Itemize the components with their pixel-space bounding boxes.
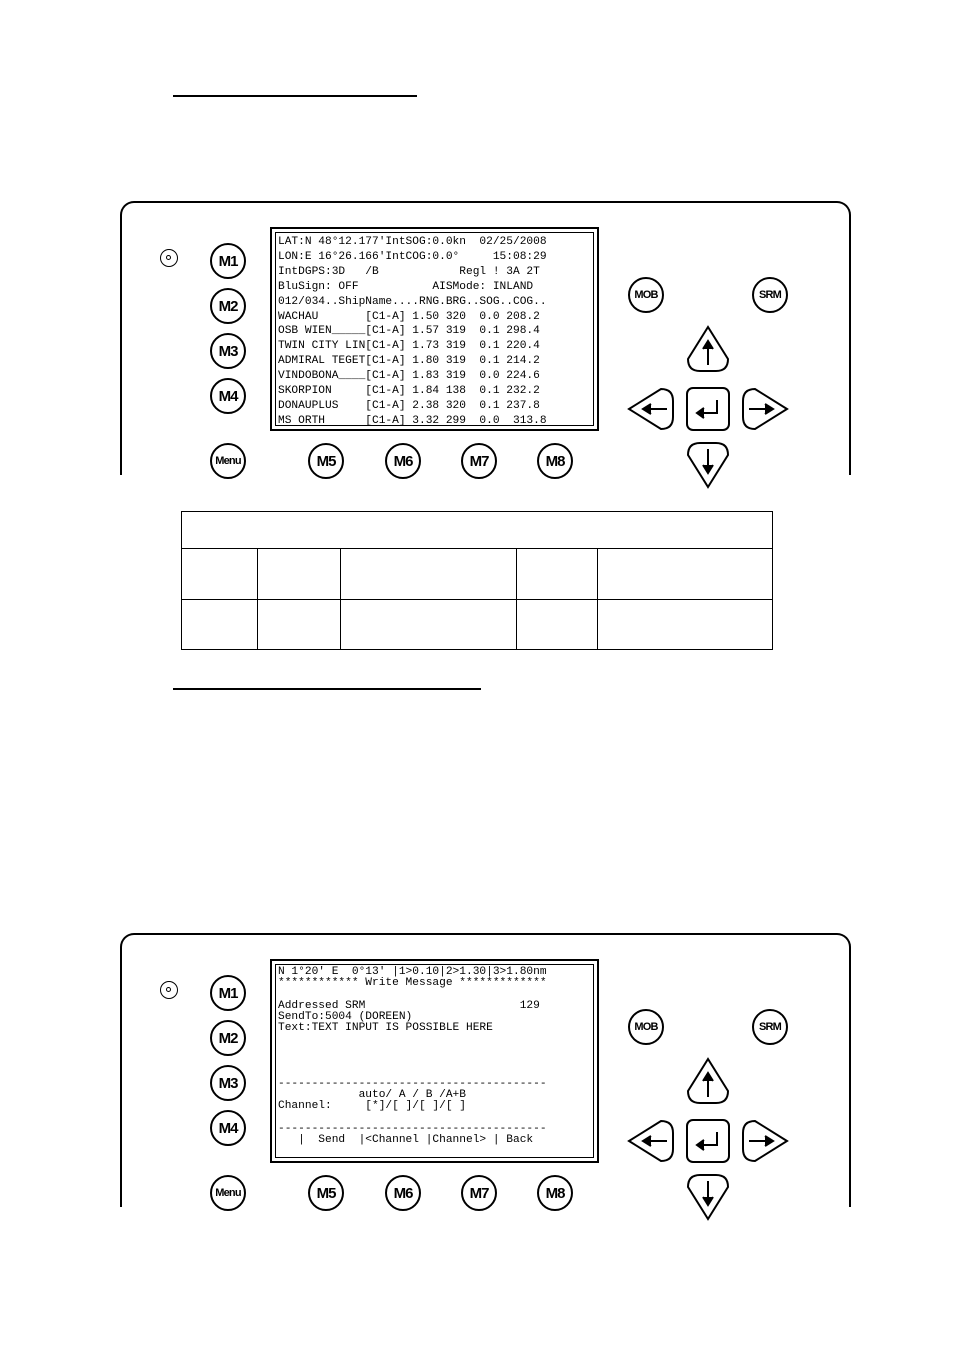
m5-button[interactable]: M5 <box>308 443 344 479</box>
arrow-left-button[interactable] <box>627 386 675 432</box>
arrow-left-icon <box>629 389 673 429</box>
m4-button[interactable]: M4 <box>210 1110 246 1146</box>
menu-button[interactable]: Menu <box>210 1175 246 1211</box>
screen-line: auto/ A / B /A+B <box>278 1089 466 1102</box>
screen-line: OSB WIEN_____[C1-A] 1.57 319 0.1 298.4 <box>278 325 540 338</box>
enter-button[interactable] <box>685 1118 731 1164</box>
screen-line: VINDOBONA____[C1-A] 1.83 319 0.0 224.6 <box>278 370 540 383</box>
m6-button[interactable]: M6 <box>385 1175 421 1211</box>
menu-button[interactable]: Menu <box>210 443 246 479</box>
screen-line: Channel: [*]/[ ]/[ ]/[ ] <box>278 1100 466 1113</box>
table-column-divider <box>257 549 258 649</box>
arrow-up-button[interactable] <box>685 325 731 373</box>
heading-underline-1 <box>173 95 417 97</box>
power-led-icon <box>160 249 178 267</box>
screen-line: WACHAU [C1-A] 1.50 320 0.0 208.2 <box>278 310 540 323</box>
screen-line: 012/034..ShipName....RNG.BRG..SOG..COG.. <box>278 295 547 308</box>
m4-button[interactable]: M4 <box>210 378 246 414</box>
screen-line: ADMIRAL TEGET[C1-A] 1.80 319 0.1 214.2 <box>278 355 540 368</box>
screen-line: ---------------------------------------- <box>278 1078 547 1091</box>
display-screen-1 <box>270 227 599 431</box>
arrow-right-button[interactable] <box>741 386 789 432</box>
screen-line: LON:E 16°26.166'IntCOG:0.0° 15:08:29 <box>278 250 547 263</box>
arrow-up-button[interactable] <box>685 1057 731 1105</box>
m2-button[interactable]: M2 <box>210 288 246 324</box>
arrow-left-button[interactable] <box>627 1118 675 1164</box>
arrow-right-button[interactable] <box>741 1118 789 1164</box>
screen-line: TWIN CITY LIN[C1-A] 1.73 319 0.1 220.4 <box>278 340 540 353</box>
enter-icon <box>687 388 729 430</box>
arrow-down-button[interactable] <box>685 441 731 489</box>
mob-button[interactable]: MOB <box>628 277 664 313</box>
device-panel-1 <box>120 201 851 475</box>
m8-button[interactable]: M8 <box>537 1175 573 1211</box>
arrow-right-icon <box>743 1121 787 1161</box>
screen-line: N 1°20' E 0°13' |1>0.10|2>1.30|3>1.80nm <box>278 966 547 978</box>
srm-button[interactable]: SRM <box>752 1009 788 1045</box>
arrow-down-button[interactable] <box>685 1173 731 1221</box>
screen-line: DONAUPLUS [C1-A] 2.38 320 0.1 237.8 <box>278 399 540 412</box>
display-text-2 <box>278 967 547 1146</box>
enter-button[interactable] <box>685 386 731 432</box>
arrow-left-icon <box>629 1121 673 1161</box>
screen-line: BluSign: OFF AISMode: INLAND <box>278 280 534 293</box>
table-row-divider <box>182 599 772 600</box>
arrow-down-icon <box>688 1175 728 1219</box>
display-screen-2 <box>270 959 599 1163</box>
m2-button[interactable]: M2 <box>210 1020 246 1056</box>
screen-line: LAT:N 48°12.177'IntSOG:0.0kn 02/25/2008 <box>278 236 547 248</box>
m7-button[interactable]: M7 <box>461 1175 497 1211</box>
m1-button[interactable]: M1 <box>210 975 246 1011</box>
power-led-icon <box>160 981 178 999</box>
screen-line: | Send |<Channel |Channel> | Back <box>278 1134 534 1147</box>
mob-button[interactable]: MOB <box>628 1009 664 1045</box>
screen-line: ************ Write Message ************* <box>278 977 547 990</box>
arrow-right-icon <box>743 389 787 429</box>
m8-button[interactable]: M8 <box>537 443 573 479</box>
device-panel-2 <box>120 933 851 1207</box>
table-row-divider <box>182 548 772 549</box>
display-text-1 <box>278 235 547 429</box>
screen-line: Addressed SRM 129 <box>278 999 540 1012</box>
screen-line: SendTo:5004 (DOREEN) <box>278 1010 413 1023</box>
screen-line: ---------------------------------------- <box>278 1122 547 1135</box>
screen-line: IntDGPS:3D /B Regl ! 3A 2T <box>278 265 540 278</box>
m3-button[interactable]: M3 <box>210 1065 246 1101</box>
m6-button[interactable]: M6 <box>385 443 421 479</box>
table-column-divider <box>516 549 517 649</box>
enter-icon <box>687 1120 729 1162</box>
m7-button[interactable]: M7 <box>461 443 497 479</box>
m3-button[interactable]: M3 <box>210 333 246 369</box>
screen-line: Text:TEXT INPUT IS POSSIBLE HERE <box>278 1022 493 1035</box>
m1-button[interactable]: M1 <box>210 243 246 279</box>
table-column-divider <box>340 549 341 649</box>
arrow-up-icon <box>688 1059 728 1103</box>
m5-button[interactable]: M5 <box>308 1175 344 1211</box>
screen-line: MS ORTH [C1-A] 3.32 299 0.0 313.8 <box>278 414 547 427</box>
screen-line: SKORPION [C1-A] 1.84 138 0.1 232.2 <box>278 385 540 398</box>
srm-button[interactable]: SRM <box>752 277 788 313</box>
table-column-divider <box>597 549 598 649</box>
empty-table <box>181 511 773 650</box>
heading-underline-2 <box>173 688 481 690</box>
arrow-down-icon <box>688 443 728 487</box>
arrow-up-icon <box>688 327 728 371</box>
